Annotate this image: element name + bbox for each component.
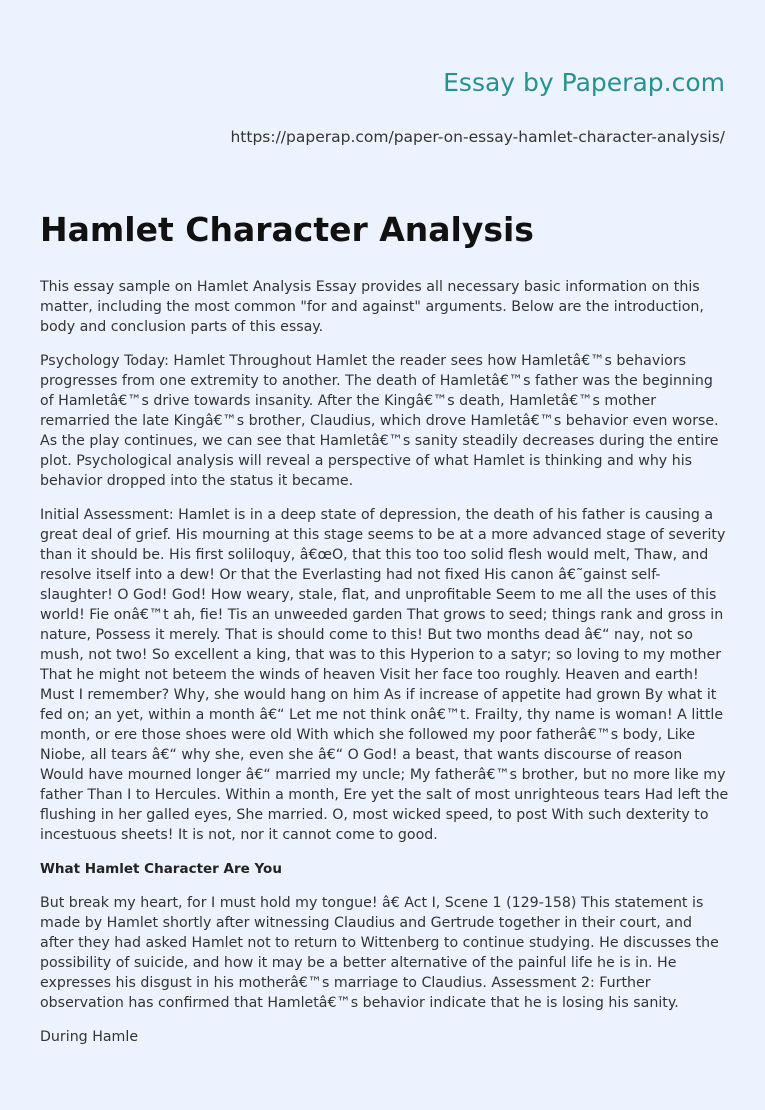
paragraph-intro: This essay sample on Hamlet Analysis Essay provides all necessary basic information on this matter, including the most common "for and against" arguments. Below are the introduction, body and conclusion parts of this essay. bbox=[40, 279, 704, 335]
paragraph-truncated: During Hamle bbox=[40, 1029, 139, 1045]
section-subheading: What Hamlet Character Are You bbox=[40, 861, 282, 877]
paragraph-psychology-today: Psychology Today: Hamlet Throughout Hamlet the reader sees how Hamletâ€™s behaviors progresses from one extremity to another. The death of Hamletâ€™s father was the beginning of Hamletâ€™s drive towards insanity. After the Kingâ€™s death, Hamletâ€™s mother remarried the late Kingâ€™s brother, Claudius, which drove Hamletâ€™s behavior even worse. As the play continues, we can see that Hamletâ€™s sanity steadily decreases during the entire plot. Psychological analysis will reveal a perspective of what Hamlet is thinking and why his behavior dropped into the status it became. bbox=[40, 353, 719, 489]
paragraph-act-one: But break my heart, for I must hold my tongue! â€ Act I, Scene 1 (129-158) This statement is made by Hamlet shortly after witnessing Claudius and Gertrude together in their court, and after they had asked Hamlet not to return to Wittenberg to continue studying. He discusses the possibility of suicide, and how it may be a better alternative of the painful life he is in. He expresses his disgust in his motherâ€™s marriage to Claudius. Assessment 2: Further observation has confirmed that Hamletâ€™s behavior indicate that he is losing his sanity. bbox=[40, 895, 719, 1011]
page-title: Hamlet Character Analysis bbox=[40, 210, 534, 249]
essay-body bbox=[40, 277, 730, 1061]
site-brand-link[interactable]: Essay by Paperap.com bbox=[443, 68, 725, 97]
paragraph-initial-assessment: Initial Assessment: Hamlet is in a deep state of depression, the death of his father is causing a great deal of grief. His mourning at this stage seems to be at a more advanced stage of severity than it should be. His first soliloquy, â€œO, that this too too solid flesh would melt, Thaw, and resolve itself into a dew! Or that the Everlasting had not fixed His canon â€˜gainst self-slaughter! O God! God! How weary, stale, flat, and unprofitable Seem to me all the uses of this world! Fie onâ€™t ah, fie! Tis an unweeded garden That grows to seed; things rank and gross in nature, Possess it merely. That is should come to this! But two months dead â€“ nay, not so mush, not two! So excellent a king, that was to this Hyperion to a satyr; so loving to my mother That he might not beteem the winds of heaven Visit her face too roughly. Heaven and earth! Must I remember? Why, she would hang on him As if increase of appetite had grown By what it fed on; an yet, within a month â€“ Let me not think onâ€™t. Frailty, thy name is woman! A little month, or ere those shoes were old With which she followed my poor fatherâ€™s body, Like Niobe, all tears â€“ why she, even she â€“ O God! a beast, that wants discourse of reason Would have mourned longer â€“ married my uncle; My fatherâ€™s brother, but no more like my father Than I to Hercules. Within a month, Ere yet the salt of most unrighteous tears Had left the flushing in her galled eyes, She married. O, most wicked speed, to post With such dexterity to incestuous sheets! It is not, nor it cannot come to good. bbox=[40, 507, 729, 843]
page-url: https://paperap.com/paper-on-essay-hamlet-character-analysis/ bbox=[230, 128, 725, 146]
